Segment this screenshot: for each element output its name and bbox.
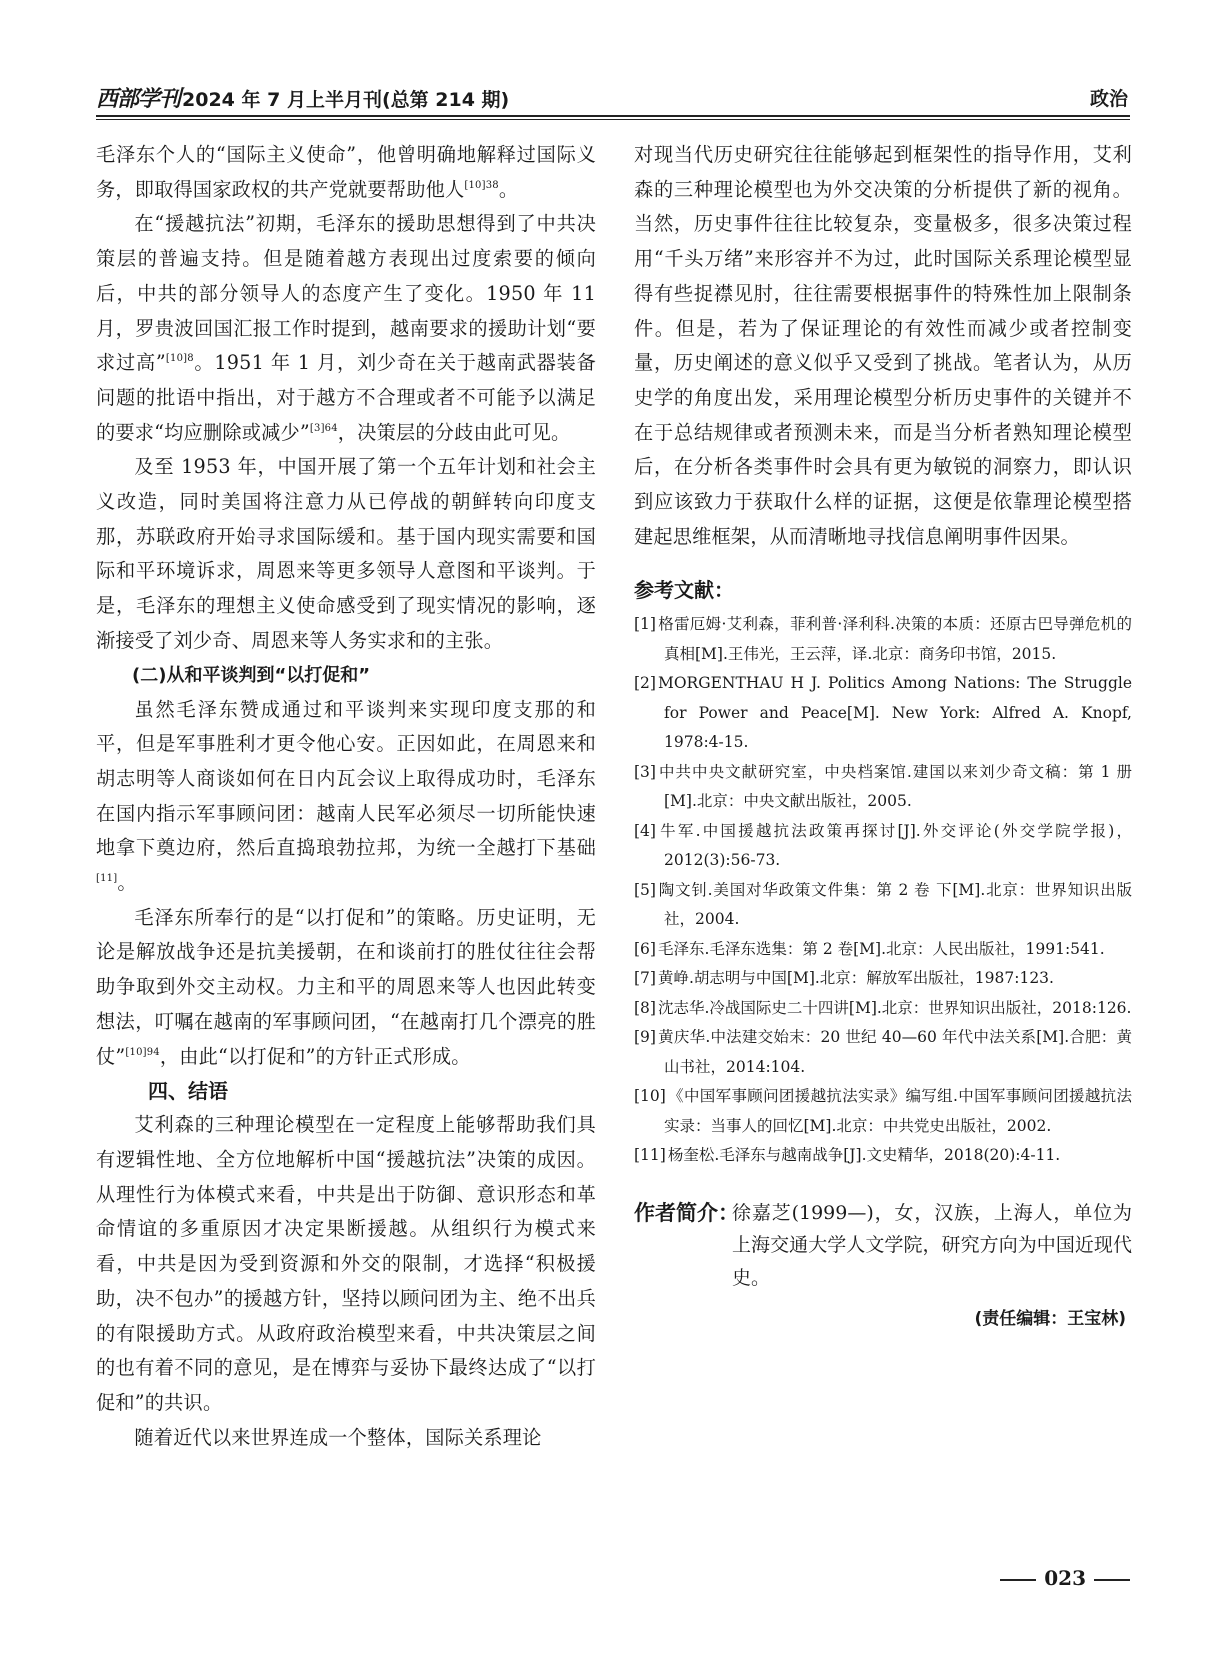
reference-item: [2] MORGENTHAU H J. Politics Among Nations: The Struggle for Power and Peace[M]. New York: Alfred A. Knopf, 1978:4-15.: [634, 674, 1132, 752]
paragraph-continuation: 对现当代历史研究往往能够起到框架性的指导作用，艾利森的三种理论模型也为外交决策的分析提供了新的视角。当然，历史事件往往比较复杂，变量极多，很多决策过程用“千头万绪”来形容并不为过，此时国际关系理论模型显得有些捉襟见肘，往往需要根据事件的特殊性加上限制条件。但是，若为了保证理论的有效性而减少或者控制变量，历史阐述的意义似乎又受到了挑战。笔者认为，从历史学的角度出发，采用理论模型分析历史事件的关键并不在于总结规律或者预测未来，而是当分析者熟知理论模型后，在分析各类事件时会具有更为敏锐的洞察力，即认识到应该致力于获取什么样的证据，这便是依靠理论模型搭建起思维框架，从而清晰地寻找信息阐明事件因果。: [634, 143, 1132, 548]
journal-logo: 西部学刊: [96, 86, 181, 112]
page-number-dash: [1094, 1579, 1130, 1581]
subsection-heading: (二)从和平谈判到“以打促和”: [132, 664, 371, 686]
reference-item: [4] 牛军.中国援越抗法政策再探讨[J].外交评论(外交学院学报)，2012(3):56-73.: [634, 821, 1132, 870]
paragraph-initial-support: 在“援越抗法”初期，毛泽东的援助思想得到了中共决策层的普遍支持。但是随着越方表现出过度索要的倾向后，中共的部分领导人的态度产生了变化。1950 年 11 月，罗贵波回国汇报工作时提到，越南要求的援助计划“要求过高”$^{[10]8}$。1951 年 1 月，刘少奇在关于越南武器装备问题的批语中指出，对于越方不合理或者不可能予以满足的要求“均应删除或减少”$^{[3]64}$，决策层的分歧由此可见。: [96, 212, 596, 444]
header-rule-thin: [96, 119, 1130, 120]
citation: [10]8: [165, 353, 194, 365]
page-number-dash: [1000, 1579, 1036, 1581]
paragraph-military-victory: 虽然毛泽东赞成通过和平谈判来实现印度支那的和平，但是军事胜利才更令他心安。正因如此，在周恩来和胡志明等人商谈如何在日内瓦会议上取得成功时，毛泽东在国内指示军事顾问团：越南人民军必须尽一切所能快速地拿下奠边府，然后直捣琅勃拉邦，为统一全越打下基础[11]。: [96, 697, 596, 895]
reference-item: [7] 黄峥.胡志明与中国[M].北京：解放军出版社，1987:123.: [634, 969, 1054, 988]
reference-item: [8] 沈志华.冷战国际史二十四讲[M].北京：世界知识出版社，2018:126.: [634, 998, 1132, 1017]
reference-item: [3] 中共中央文献研究室，中央档案馆.建国以来刘少奇文稿：第 1 册[M].北京：中央文献出版社，2005.: [634, 762, 1132, 811]
reference-item: [9] 黄庆华.中法建交始末：20 世纪 40—60 年代中法关系[M].合肥：黄山书社，2014:104.: [634, 1028, 1132, 1076]
citation: [10]94: [125, 1046, 160, 1058]
section-heading-conclusion: 四、结语: [148, 1079, 228, 1104]
paragraph-continuation: 毛泽东个人的“国际主义使命”，他曾明确地解释过国际义务，即取得国家政权的共产党就要帮助他人$^{[10]38}$。: [96, 143, 596, 201]
reference-item: [5] 陶文钊.美国对华政策文件集：第 2 卷 下[M].北京：世界知识出版社，2004.: [634, 880, 1132, 929]
page-number: 023: [992, 1566, 1138, 1590]
reference-item: [1] 格雷厄姆·艾利森，菲利普·泽利科.决策的本质：还原古巴导弹危机的真相[M].王伟光，王云萍，译.北京：商务印书馆，2015.: [634, 615, 1132, 663]
running-header: [96, 84, 1130, 118]
references-title: 参考文献：: [634, 578, 734, 603]
reference-item: [6] 毛泽东.毛泽东选集：第 2 卷[M].北京：人民出版社，1991:541.: [634, 939, 1105, 958]
header-rule: [96, 115, 1130, 117]
paragraph-conclusion: 艾利森的三种理论模型在一定程度上能够帮助我们具有逻辑性地、全方位地解析中国“援越抗法”决策的成因。从理性行为体模式来看，中共是出于防御、意识形态和革命情谊的多重原因才决定果断援越。从组织行为模式来看，中共是因为受到资源和外交的限制，才选择“积极援助，决不包办”的援越方针，坚持以顾问团为主、绝不出兵的有限援助方式。从政府政治模型来看，中共决策层之间的也有着不同的意见，是在博弈与妥协下最终达成了“以打促和”的共识。: [96, 1113, 596, 1414]
reference-item: [10] 《中国军事顾问团援越抗法实录》编写组.中国军事顾问团援越抗法实录：当事人的回忆[M].北京：中共党史出版社，2002.: [634, 1087, 1132, 1135]
author-text: 徐嘉芝(1999—)，女，汉族，上海人，单位为上海交通大学人文学院，研究方向为中国近现代史。: [732, 1201, 1132, 1289]
left-column: [96, 138, 596, 1455]
reference-list: [634, 610, 1132, 1171]
issue-info: 2024 年 7 月上半月刊(总第 214 期): [182, 89, 510, 111]
author-label: 作者简介：: [634, 1200, 739, 1225]
paragraph-1953: 及至 1953 年，中国开展了第一个五年计划和社会主义改造，同时美国将注意力从已停战的朝鲜转向印度支那，苏联政府开始寻求国际缓和。基于国内现实需要和国际和平环境诉求，周恩来等更多领导人意图和平谈判。于是，毛泽东的理想主义使命感受到了现实情况的影响，逐渐接受了刘少奇、周恩来等人务实求和的主张。: [96, 455, 596, 652]
citation: [11]: [96, 873, 118, 885]
section-label: 政治: [1089, 88, 1128, 110]
reference-item: [11] 杨奎松.毛泽东与越南战争[J].文史精华，2018(20):4-11.: [634, 1146, 1061, 1165]
citation: [10]38: [464, 179, 499, 191]
right-column: [634, 138, 1132, 1334]
citation: [3]64: [309, 422, 338, 434]
paragraph-theory: 随着近代以来世界连成一个整体，国际关系理论: [134, 1425, 542, 1449]
responsible-editor: (责任编辑：王宝林): [974, 1309, 1126, 1330]
paragraph-fight-to-negotiate: 毛泽东所奉行的是“以打促和”的策略。历史证明，无论是解放战争还是抗美援朝，在和谈前打的胜仗往往会帮助争取到外交主动权。力主和平的周恩来等人也因此转变想法，叮嘱在越南的军事顾问团，“在越南打几个漂亮的胜仗”$^{[10]94}$，由此“以打促和”的方针正式形成。: [96, 905, 596, 1068]
author-bio: [634, 1197, 1132, 1295]
journal-issue-line: [96, 84, 509, 115]
